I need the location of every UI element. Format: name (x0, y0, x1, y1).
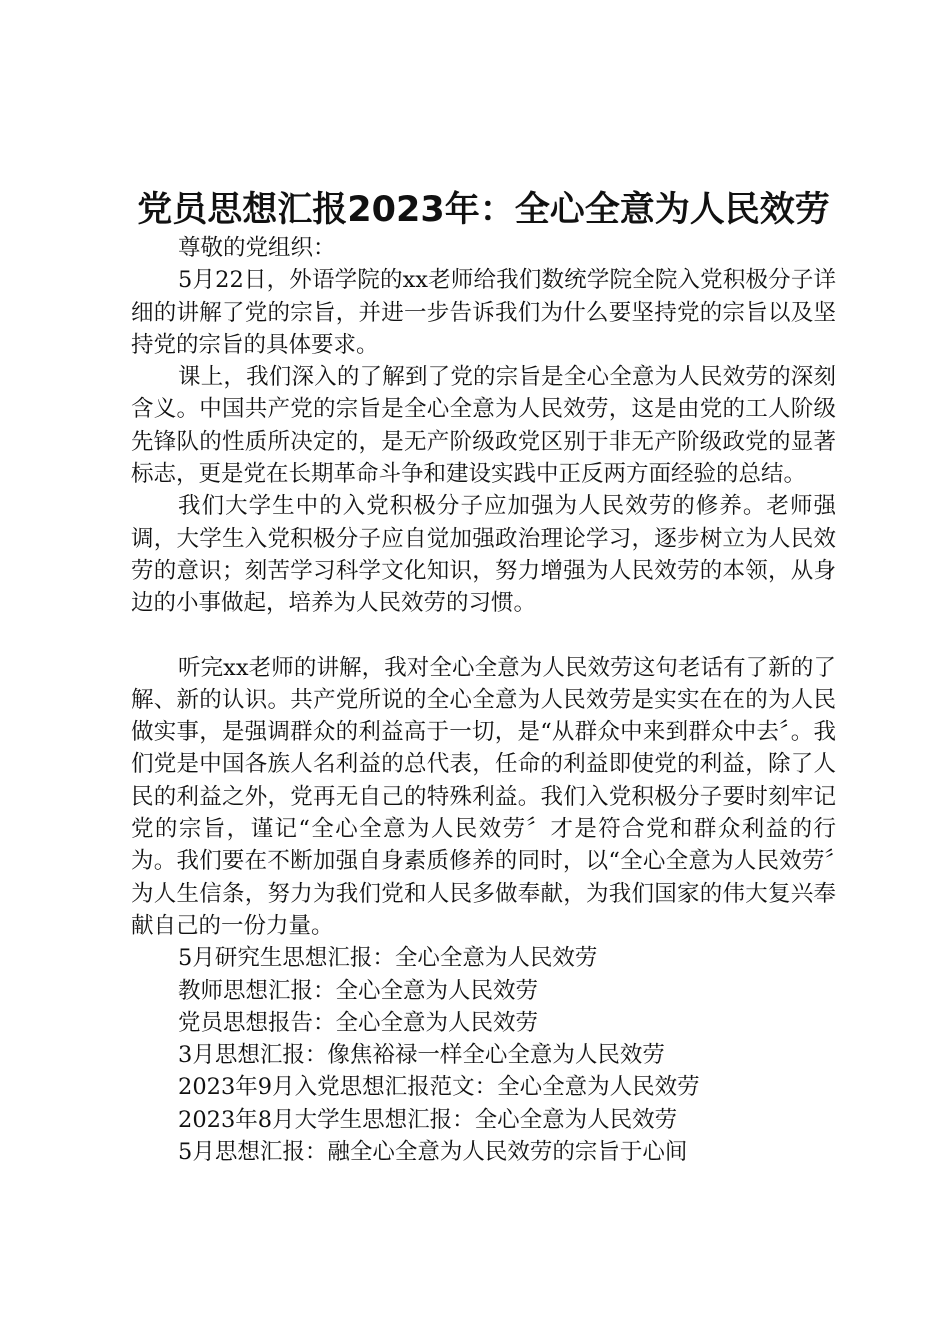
document-page (131, 188, 836, 1168)
paragraph-3: 我们大学生中的入党积极分子应加强为人民效劳的修养。老师强调，大学生入党积极分子应自觉加强政治理论学习，逐步树立为人民效劳的意识；刻苦学习科学文化知识，努力增强为人民效劳的本领，从身边的小事做起，培养为人民效劳的习惯。 (131, 493, 836, 617)
document-body (131, 232, 836, 942)
related-article-link[interactable]: 3月思想汇报：像焦裕禄一样全心全意为人民效劳 (178, 1042, 665, 1069)
document-title: 党员思想汇报2023年：全心全意为人民效劳 (137, 190, 830, 230)
related-article-link[interactable]: 2023年8月大学生思想汇报：全心全意为人民效劳 (178, 1106, 678, 1133)
related-article-link[interactable]: 5月研究生思想汇报：全心全意为人民效劳 (178, 945, 598, 972)
related-articles-list (131, 942, 836, 1168)
paragraph-1: 5月22日，外语学院的xx老师给我们数统学院全院入党积极分子详细的讲解了党的宗旨，并进一步告诉我们为什么要坚持党的宗旨以及坚持党的宗旨的具体要求。 (131, 267, 836, 358)
related-article-link[interactable]: 5月思想汇报：融全心全意为人民效劳的宗旨于心间 (178, 1139, 688, 1166)
related-article-link[interactable]: 党员思想报告：全心全意为人民效劳 (178, 1009, 539, 1036)
salutation: 尊敬的党组织： (178, 235, 336, 261)
related-article-link[interactable]: 教师思想汇报：全心全意为人民效劳 (178, 977, 539, 1004)
paragraph-spacer (131, 620, 836, 652)
related-article-link[interactable]: 2023年9月入党思想汇报范文：全心全意为人民效劳 (178, 1074, 700, 1101)
paragraph-4: 听完xx老师的讲解，我对全心全意为人民效劳这句老话有了新的了解、新的认识。共产党所说的全心全意为人民效劳是实实在在的为人民做实事，是强调群众的利益高于一切，是“从群众中来到群众中去〞。我们党是中国各族人名利益的总代表，任命的利益即使党的利益，除了人民的利益之外，党再无自己的特殊利益。我们入党积极分子要时刻牢记党的宗旨，谨记“全心全意为人民效劳〞才是符合党和群众利益的行为。我们要在不断加强自身素质修养的同时，以“全心全意为人民效劳〞为人生信条，努力为我们党和人民多做奉献，为我们国家的伟大复兴奉献自己的一份力量。 (131, 654, 836, 939)
paragraph-2: 课上，我们深入的了解到了党的宗旨是全心全意为人民效劳的深刻含义。中国共产党的宗旨是全心全意为人民效劳，这是由党的工人阶级先锋队的性质所决定的，是无产阶级政党区别于非无产阶级政党的显著标志，更是党在长期革命斗争和建设实践中正反两方面经验的总结。 (131, 364, 836, 488)
